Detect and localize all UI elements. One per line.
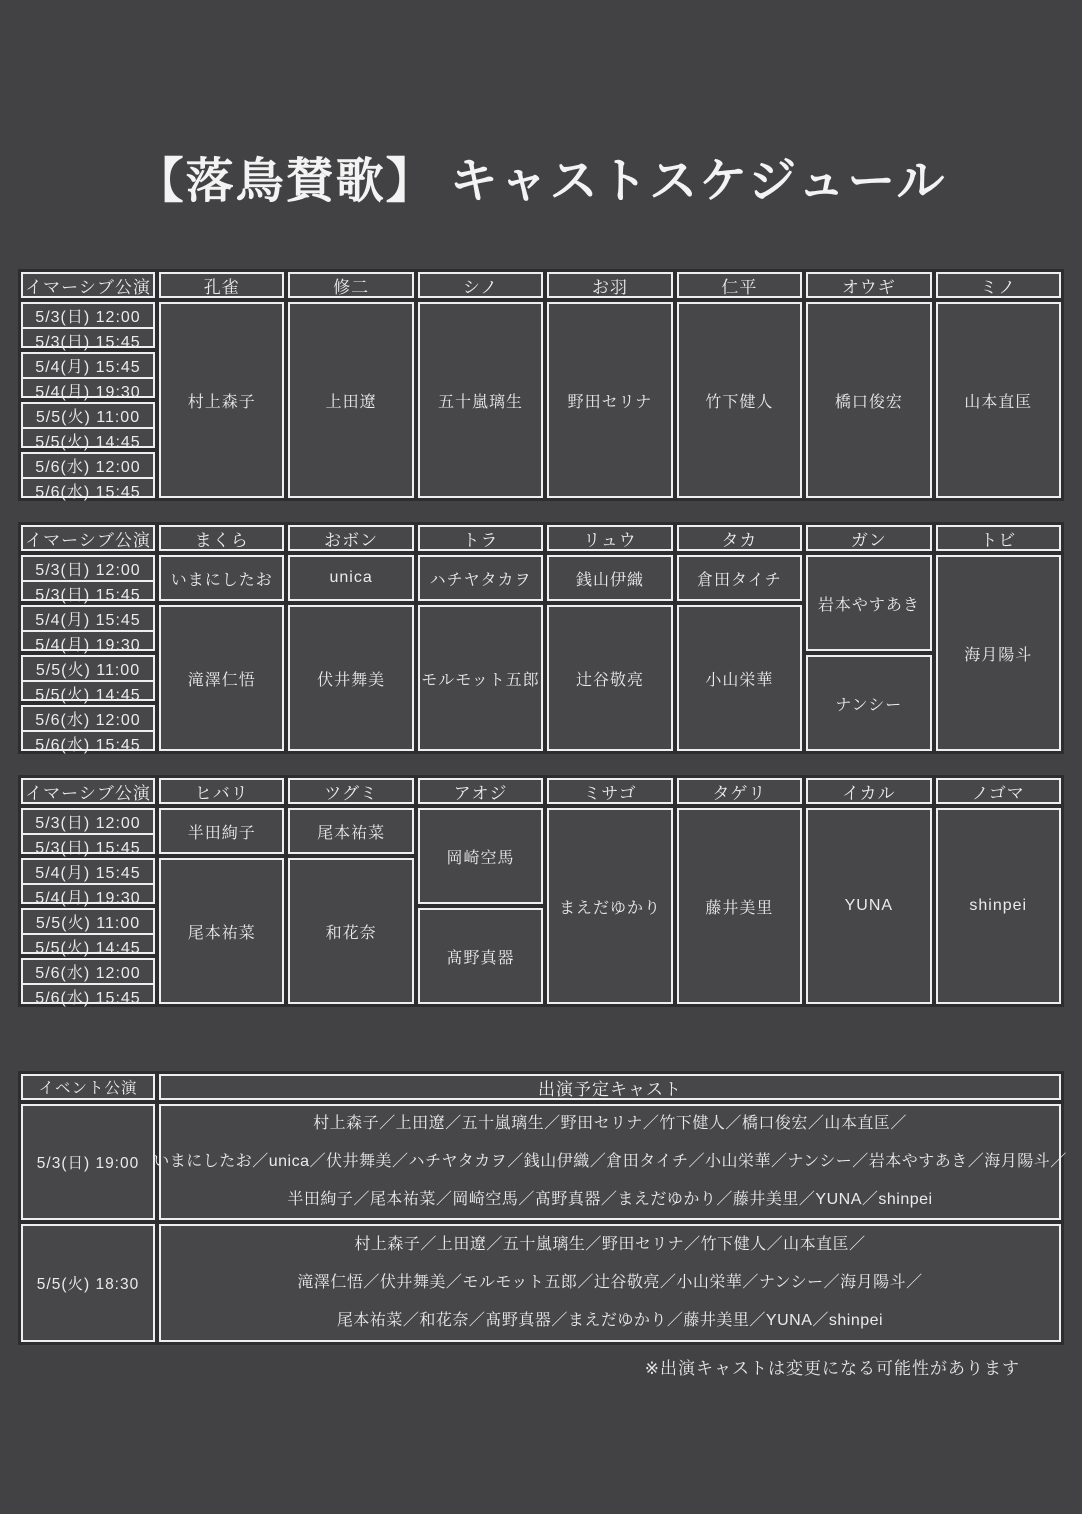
role-header-cell: 仁平 — [677, 272, 802, 298]
role-column — [418, 778, 543, 1004]
cast-cell: 五十嵐璃生 — [418, 302, 543, 498]
role-header-cell: おボン — [288, 525, 413, 551]
role-column — [547, 778, 672, 1004]
cast-cell: 竹下健人 — [677, 302, 802, 498]
role-column — [159, 272, 284, 498]
event-row — [21, 1104, 1067, 1220]
role-column — [936, 778, 1061, 1004]
cast-cell: 小山栄華 — [677, 605, 802, 751]
role-header-cell: タカ — [677, 525, 802, 551]
date-pair-group — [21, 858, 155, 907]
date-column — [21, 525, 155, 754]
event-cast-line: 村上森子／上田遼／五十嵐璃生／野田セリナ／竹下健人／山本直匡／ — [354, 1236, 866, 1253]
date-cell: 5/4(月) 15:45 — [35, 359, 141, 376]
table-label-cell: イマーシブ公演 — [21, 525, 155, 551]
cast-cell: 滝澤仁悟 — [159, 605, 284, 751]
date-cell: 5/6(水) 12:00 — [35, 459, 141, 476]
role-column — [806, 272, 931, 498]
event-date-cell: 5/3(日) 19:00 — [21, 1104, 155, 1220]
role-header-cell: アオジ — [418, 778, 543, 804]
role-header-cell: ツグミ — [288, 778, 413, 804]
immersive-schedule-table-3 — [18, 775, 1064, 1007]
cast-cell: 尾本祐菜 — [288, 808, 413, 854]
date-cell: 5/4(月) 19:30 — [23, 883, 153, 908]
role-header-cell: ヒバリ — [159, 778, 284, 804]
event-cast-line: 半田絢子／尾本祐菜／岡崎空馬／髙野真器／まえだゆかり／藤井美里／YUNA／shinpei — [287, 1191, 933, 1208]
role-column — [806, 525, 931, 751]
cast-cell: 辻谷敬亮 — [547, 605, 672, 751]
event-cast-line: 尾本祐菜／和花奈／髙野真器／まえだゆかり／藤井美里／YUNA／shinpei — [336, 1312, 884, 1329]
date-column — [21, 272, 155, 501]
date-pair-group — [21, 655, 155, 704]
event-cast-line: 滝澤仁悟／伏井舞美／モルモット五郎／辻谷敬亮／小山栄華／ナンシー／海月陽斗／ — [297, 1274, 923, 1291]
cast-cell: ナンシー — [806, 655, 931, 751]
role-header-cell: まくら — [159, 525, 284, 551]
role-header-cell: 修二 — [288, 272, 413, 298]
date-cell: 5/6(水) 12:00 — [35, 965, 141, 982]
role-column — [936, 272, 1061, 498]
role-header-cell: お羽 — [547, 272, 672, 298]
role-column — [418, 272, 543, 498]
event-date-cell: 5/5(火) 18:30 — [21, 1224, 155, 1342]
cast-cell: 銭山伊織 — [547, 555, 672, 601]
immersive-schedule-table-1 — [18, 269, 1064, 501]
date-pair-group — [21, 452, 155, 501]
role-column — [288, 525, 413, 751]
date-cell: 5/4(月) 15:45 — [35, 865, 141, 882]
date-cell: 5/6(水) 15:45 — [23, 983, 153, 1008]
event-cast-cell — [153, 1104, 1067, 1220]
event-cast-header-cell: 出演予定キャスト — [159, 1074, 1061, 1100]
role-header-cell: ガン — [806, 525, 931, 551]
date-pair-group — [21, 958, 155, 1007]
date-cell: 5/4(月) 19:30 — [23, 630, 153, 655]
table-label-cell: イマーシブ公演 — [21, 272, 155, 298]
role-column — [677, 778, 802, 1004]
role-column — [159, 525, 284, 751]
cast-cell: 伏井舞美 — [288, 605, 413, 751]
role-header-cell: ノゴマ — [936, 778, 1061, 804]
date-pair-group — [21, 352, 155, 401]
date-cell: 5/3(日) 15:45 — [23, 327, 153, 352]
role-header-cell: オウギ — [806, 272, 931, 298]
cast-cell: unica — [288, 555, 413, 601]
cast-cell: 岩本やすあき — [806, 555, 931, 651]
date-cell: 5/6(水) 15:45 — [23, 477, 153, 502]
event-table-label-cell: イベント公演 — [21, 1074, 155, 1100]
date-pair-group — [21, 302, 155, 351]
date-cell: 5/6(水) 12:00 — [35, 712, 141, 729]
cast-cell: 上田遼 — [288, 302, 413, 498]
role-header-cell: リュウ — [547, 525, 672, 551]
date-pair-group — [21, 402, 155, 451]
date-pair-group — [21, 808, 155, 857]
role-header-cell: ミノ — [936, 272, 1061, 298]
cast-cell: 尾本祐菜 — [159, 858, 284, 1004]
cast-cell: まえだゆかり — [547, 808, 672, 1004]
event-cast-cell — [159, 1224, 1061, 1342]
date-pair-group — [21, 908, 155, 957]
date-cell: 5/5(火) 14:45 — [23, 427, 153, 452]
date-cell: 5/5(火) 14:45 — [23, 933, 153, 958]
role-header-cell: トビ — [936, 525, 1061, 551]
cast-cell: 橋口俊宏 — [806, 302, 931, 498]
date-cell: 5/3(日) 15:45 — [23, 580, 153, 605]
date-column — [21, 778, 155, 1007]
role-column — [418, 525, 543, 751]
table-label-cell: イマーシブ公演 — [21, 778, 155, 804]
cast-cell: shinpei — [936, 808, 1061, 1004]
date-cell: 5/5(火) 14:45 — [23, 680, 153, 705]
date-cell: 5/5(火) 11:00 — [35, 915, 141, 932]
cast-cell: いまにしたお — [159, 555, 284, 601]
date-cell: 5/4(月) 15:45 — [35, 612, 141, 629]
cast-cell: 倉田タイチ — [677, 555, 802, 601]
event-row — [21, 1224, 1061, 1342]
date-cell: 5/5(火) 11:00 — [35, 662, 141, 679]
cast-cell: 藤井美里 — [677, 808, 802, 1004]
role-header-cell: タゲリ — [677, 778, 802, 804]
immersive-schedule-table-2 — [18, 522, 1064, 754]
date-cell: 5/6(水) 15:45 — [23, 730, 153, 755]
role-column — [159, 778, 284, 1004]
role-column — [936, 525, 1061, 751]
cast-cell: ハチヤタカヲ — [418, 555, 543, 601]
cast-change-disclaimer: ※出演キャストは変更になる可能性があります — [644, 1359, 1020, 1378]
role-header-cell: イカル — [806, 778, 931, 804]
event-schedule-table — [18, 1071, 1067, 1345]
cast-cell: 半田絢子 — [159, 808, 284, 854]
cast-cell: 野田セリナ — [547, 302, 672, 498]
event-header-row — [21, 1074, 1061, 1100]
date-cell: 5/5(火) 11:00 — [35, 409, 141, 426]
role-column — [547, 525, 672, 751]
page-title: 【落鳥賛歌】 キャストスケジュール — [135, 155, 947, 208]
cast-cell: YUNA — [806, 808, 931, 1004]
cast-cell: 海月陽斗 — [936, 555, 1061, 751]
role-header-cell: 孔雀 — [159, 272, 284, 298]
cast-cell: 山本直匡 — [936, 302, 1061, 498]
role-header-cell: トラ — [418, 525, 543, 551]
date-pair-group — [21, 605, 155, 654]
cast-cell: 村上森子 — [159, 302, 284, 498]
date-cell: 5/3(日) 12:00 — [35, 309, 141, 326]
role-column — [677, 272, 802, 498]
event-cast-line: 村上森子／上田遼／五十嵐璃生／野田セリナ／竹下健人／橋口俊宏／山本直匡／ — [313, 1115, 907, 1132]
cast-cell: 和花奈 — [288, 858, 413, 1004]
role-column — [677, 525, 802, 751]
role-header-cell: ミサゴ — [547, 778, 672, 804]
role-column — [288, 778, 413, 1004]
role-column — [806, 778, 931, 1004]
role-column — [547, 272, 672, 498]
date-cell: 5/3(日) 12:00 — [35, 815, 141, 832]
date-pair-group — [21, 705, 155, 754]
cast-cell: モルモット五郎 — [418, 605, 543, 751]
date-cell: 5/3(日) 12:00 — [35, 562, 141, 579]
cast-cell: 岡崎空馬 — [418, 808, 543, 904]
date-cell: 5/4(月) 19:30 — [23, 377, 153, 402]
role-header-cell: シノ — [418, 272, 543, 298]
event-cast-line: いまにしたお／unica／伏井舞美／ハチヤタカヲ／銭山伊織／倉田タイチ／小山栄華／ナンシー／岩本やすあき／海月陽斗／ — [153, 1153, 1067, 1170]
cast-cell: 髙野真器 — [418, 908, 543, 1004]
date-cell: 5/3(日) 15:45 — [23, 833, 153, 858]
date-pair-group — [21, 555, 155, 604]
role-column — [288, 272, 413, 498]
